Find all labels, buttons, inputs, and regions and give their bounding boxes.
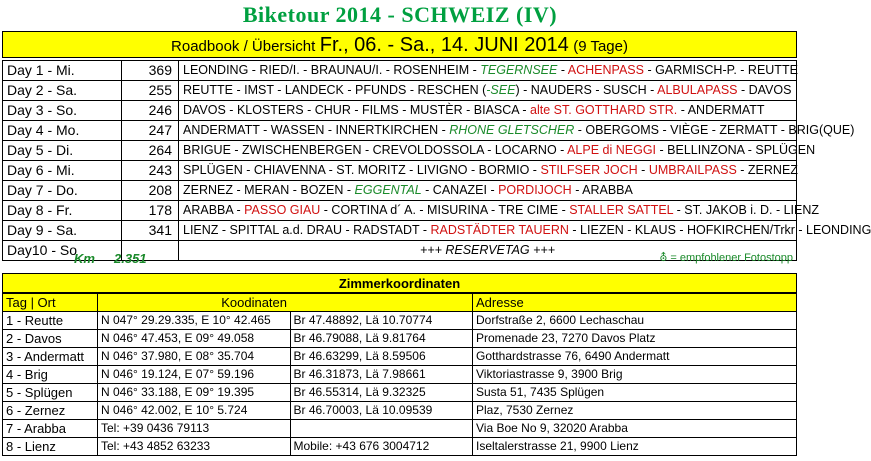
zimmer-heading: Zimmerkoordinaten xyxy=(2,273,797,293)
zimmer-decimal-coordinates: Br 46.31873, Lä 7.98661 xyxy=(290,366,473,384)
zimmer-decimal-coordinates: Mobile: +43 676 3004712 xyxy=(290,438,473,456)
route-segment: - LIEZEN - KLAUS - HOFKIRCHEN/Trkr - LEONDING xyxy=(568,223,871,237)
route-segment: - xyxy=(637,163,649,177)
day-row xyxy=(3,201,797,221)
day-row xyxy=(3,161,797,181)
route-highlight-green: TEGERNSEE xyxy=(480,63,558,77)
route-segment: ) - NAUDERS - SUSCH - xyxy=(515,83,658,97)
day-km: 246 xyxy=(122,101,179,121)
route-highlight-pass: ACHENPASS xyxy=(567,63,644,77)
route-highlight-green: EGGENTAL xyxy=(354,183,422,197)
day-label: Day 2 - Sa. xyxy=(3,81,122,101)
subtitle-paren-close: ) xyxy=(622,38,628,55)
zimmer-coordinates: N 046° 33.188, E 09° 19.395 xyxy=(98,384,291,402)
zimmer-coordinates: N 046° 37.980, E 08° 35.704 xyxy=(98,348,291,366)
day-route xyxy=(179,161,797,181)
zimmer-address: Dorfstraße 2, 6600 Lechaschau xyxy=(473,312,797,330)
page-title: Biketour 2014 - SCHWEIZ (IV) xyxy=(242,2,558,27)
day-route xyxy=(179,101,797,121)
day-route xyxy=(179,181,797,201)
day-label: Day 7 - Do. xyxy=(3,181,122,201)
day-km: 178 xyxy=(122,201,179,221)
route-segment: SPLÜGEN - CHIAVENNA - ST. MORITZ - LIVIGNO - BORMIO - xyxy=(183,163,541,177)
day-row xyxy=(3,121,797,141)
zimmer-row xyxy=(3,402,797,420)
day-label: Day 5 - Di. xyxy=(3,141,122,161)
subtitle-paren-open: ( xyxy=(573,38,579,55)
day-label: Day 8 - Fr. xyxy=(3,201,122,221)
zimmer-place: 1 - Reutte xyxy=(3,312,98,330)
route-highlight-green: -SEE xyxy=(486,83,516,97)
day-route-table xyxy=(2,60,871,261)
zimmer-address: Promenade 23, 7270 Davos Platz xyxy=(473,330,797,348)
zimmer-row xyxy=(3,312,797,330)
route-segment: - ST. JAKOB i. D. - LIENZ xyxy=(673,203,820,217)
zimmer-place: 2 - Davos xyxy=(3,330,98,348)
route-segment: - ZERNEZ xyxy=(736,163,798,177)
route-segment: REUTTE - IMST - LANDECK - PFUNDS - RESCHEN ( xyxy=(183,83,487,97)
route-highlight-pass: ALBULAPASS xyxy=(657,83,738,97)
zimmer-address: Iseltalerstrasse 21, 9900 Lienz xyxy=(473,438,797,456)
day-km: 255 xyxy=(122,81,179,101)
route-segment: ZERNEZ - MERAN - BOZEN - xyxy=(183,183,355,197)
day-route xyxy=(179,221,871,241)
day-label: Day 9 - Sa. xyxy=(3,221,122,241)
zimmer-coordinates: N 046° 42.002, E 10° 5.724 xyxy=(98,402,291,420)
zimmer-column-header: Tag | Ort xyxy=(3,294,98,312)
day-route xyxy=(179,61,797,81)
zimmer-coordinates: N 046° 19.124, E 07° 59.196 xyxy=(98,366,291,384)
zimmer-decimal-coordinates: Br 46.63299, Lä 8.59506 xyxy=(290,348,473,366)
zimmer-column-header: Koodinaten xyxy=(98,294,291,312)
day-km: 369 xyxy=(122,61,179,81)
day-row xyxy=(3,101,797,121)
subtitle-days-count: 9 Tage xyxy=(578,38,623,55)
route-segment: ANDERMATT - WASSEN - INNERTKIRCHEN - xyxy=(183,123,450,137)
day-route xyxy=(179,141,816,161)
route-segment: DAVOS - KLOSTERS - CHUR - FILMS - MUSTÈR - BIASCA - xyxy=(183,103,531,117)
zimmer-address: Plaz, 7530 Zernez xyxy=(473,402,797,420)
roadbook-subtitle xyxy=(2,31,797,58)
zimmer-place: 7 - Arabba xyxy=(3,420,98,438)
zimmer-place: 6 - Zernez xyxy=(3,402,98,420)
route-segment: - ARABBA xyxy=(571,183,633,197)
day-km: 264 xyxy=(122,141,179,161)
route-highlight-pass: UMBRAILPASS xyxy=(648,163,737,177)
day-label: Day 4 - Mo. xyxy=(3,121,122,141)
day-row xyxy=(3,221,797,241)
day-row xyxy=(3,141,797,161)
zimmer-coordinates: N 047° 29.29.335, E 10° 42.465 xyxy=(98,312,291,330)
day-label: Day 3 - So. xyxy=(3,101,122,121)
route-highlight-pass: PASSO GIAU xyxy=(244,203,321,217)
zimmer-table xyxy=(2,293,797,456)
day-km: 247 xyxy=(122,121,179,141)
day-label: Day10 - So xyxy=(3,241,122,261)
day-row xyxy=(3,61,797,81)
zimmer-place: 4 - Brig xyxy=(3,366,98,384)
zimmer-address: Gotthardstrasse 76, 6490 Andermatt xyxy=(473,348,797,366)
zimmer-place: 8 - Lienz xyxy=(3,438,98,456)
route-highlight-pass: alte ST. GOTTHARD STR. xyxy=(530,103,678,117)
route-segment: BRIGUE - ZWISCHENBERGEN - CREVOLDOSSOLA - LOCARNO - xyxy=(183,143,568,157)
route-segment: +++ RESERVETAG +++ xyxy=(419,243,556,257)
day-route xyxy=(179,81,797,101)
zimmer-coordinates: Tel: +43 4852 63233 xyxy=(98,438,291,456)
camera-icon: ⛢ xyxy=(659,252,668,264)
day-km: 341 xyxy=(122,221,179,241)
km-total: 2.351 xyxy=(114,251,147,266)
zimmer-address: Via Boe No 9, 32020 Arabba xyxy=(473,420,797,438)
route-segment: - CANAZEI - xyxy=(421,183,499,197)
route-segment: - CORTINA d´ A. - MISURINA - TRE CIME - xyxy=(320,203,570,217)
zimmer-row xyxy=(3,330,797,348)
route-highlight-pass: STILFSER JOCH xyxy=(540,163,638,177)
zimmer-row xyxy=(3,420,797,438)
day-km: 243 xyxy=(122,161,179,181)
day-row xyxy=(3,181,797,201)
zimmer-decimal-coordinates: Br 46.79088, Lä 9.81764 xyxy=(290,330,473,348)
day-label: Day 1 - Mi. xyxy=(3,61,122,81)
route-highlight-pass: STALLER SATTEL xyxy=(569,203,674,217)
route-highlight-pass: ALPE di NEGGI xyxy=(567,143,657,157)
zimmer-row xyxy=(3,384,797,402)
zimmer-address: Susta 51, 7435 Splügen xyxy=(473,384,797,402)
route-segment: - DAVOS xyxy=(737,83,792,97)
route-segment: LEONDING - RIED/I. - BRAUNAU/I. - ROSENHEIM - xyxy=(183,63,481,77)
route-segment: - ANDERMATT xyxy=(677,103,765,117)
day-route xyxy=(179,201,820,221)
subtitle-dates: Fr., 06. - Sa., 14. JUNI 2014 xyxy=(319,34,569,56)
foto-legend-text: = empfohlener Fotostopp xyxy=(670,252,793,264)
zimmer-column-header xyxy=(290,294,473,312)
route-segment: - xyxy=(557,63,568,77)
day-label: Day 6 - Mi. xyxy=(3,161,122,181)
route-segment: LIENZ - SPITTAL a.d. DRAU - RADSTADT - xyxy=(183,223,431,237)
zimmer-decimal-coordinates: Br 46.55314, Lä 9.32325 xyxy=(290,384,473,402)
zimmer-place: 3 - Andermatt xyxy=(3,348,98,366)
route-highlight-pass: PORDIJOCH xyxy=(498,183,572,197)
km-summary-row xyxy=(2,248,797,270)
subtitle-prefix: Roadbook / Übersicht xyxy=(171,38,316,55)
km-label: Km xyxy=(74,251,95,266)
zimmer-address: Viktoriastrasse 9, 3900 Brig xyxy=(473,366,797,384)
zimmer-place: 5 - Splügen xyxy=(3,384,98,402)
zimmer-column-header: Adresse xyxy=(473,294,797,312)
zimmer-coordinates: N 046° 47.453, E 09° 49.058 xyxy=(98,330,291,348)
zimmer-decimal-coordinates: Br 46.70003, Lä 10.09539 xyxy=(290,402,473,420)
day-km: 208 xyxy=(122,181,179,201)
zimmer-decimal-coordinates xyxy=(290,420,473,438)
zimmer-row xyxy=(3,438,797,456)
day-row xyxy=(3,81,797,101)
zimmer-coordinates: Tel: +39 0436 79113 xyxy=(98,420,291,438)
route-highlight-green: RHONE GLETSCHER xyxy=(449,123,575,137)
zimmer-row xyxy=(3,366,797,384)
zimmer-row xyxy=(3,348,797,366)
day-route xyxy=(179,121,855,141)
zimmer-decimal-coordinates: Br 47.48892, Lä 10.70774 xyxy=(290,312,473,330)
route-segment: - BELLINZONA - SPLÜGEN xyxy=(656,143,816,157)
route-segment: - OBERGOMS - VIÈGE - ZERMATT - BRIG(QUE) xyxy=(574,123,855,137)
foto-legend xyxy=(659,251,793,264)
zimmer-header-row xyxy=(3,294,797,312)
route-highlight-pass: RADSTÄDTER TAUERN xyxy=(430,223,569,237)
route-segment: - GARMISCH-P. - REUTTE xyxy=(643,63,798,77)
route-segment: ARABBA - xyxy=(183,203,245,217)
